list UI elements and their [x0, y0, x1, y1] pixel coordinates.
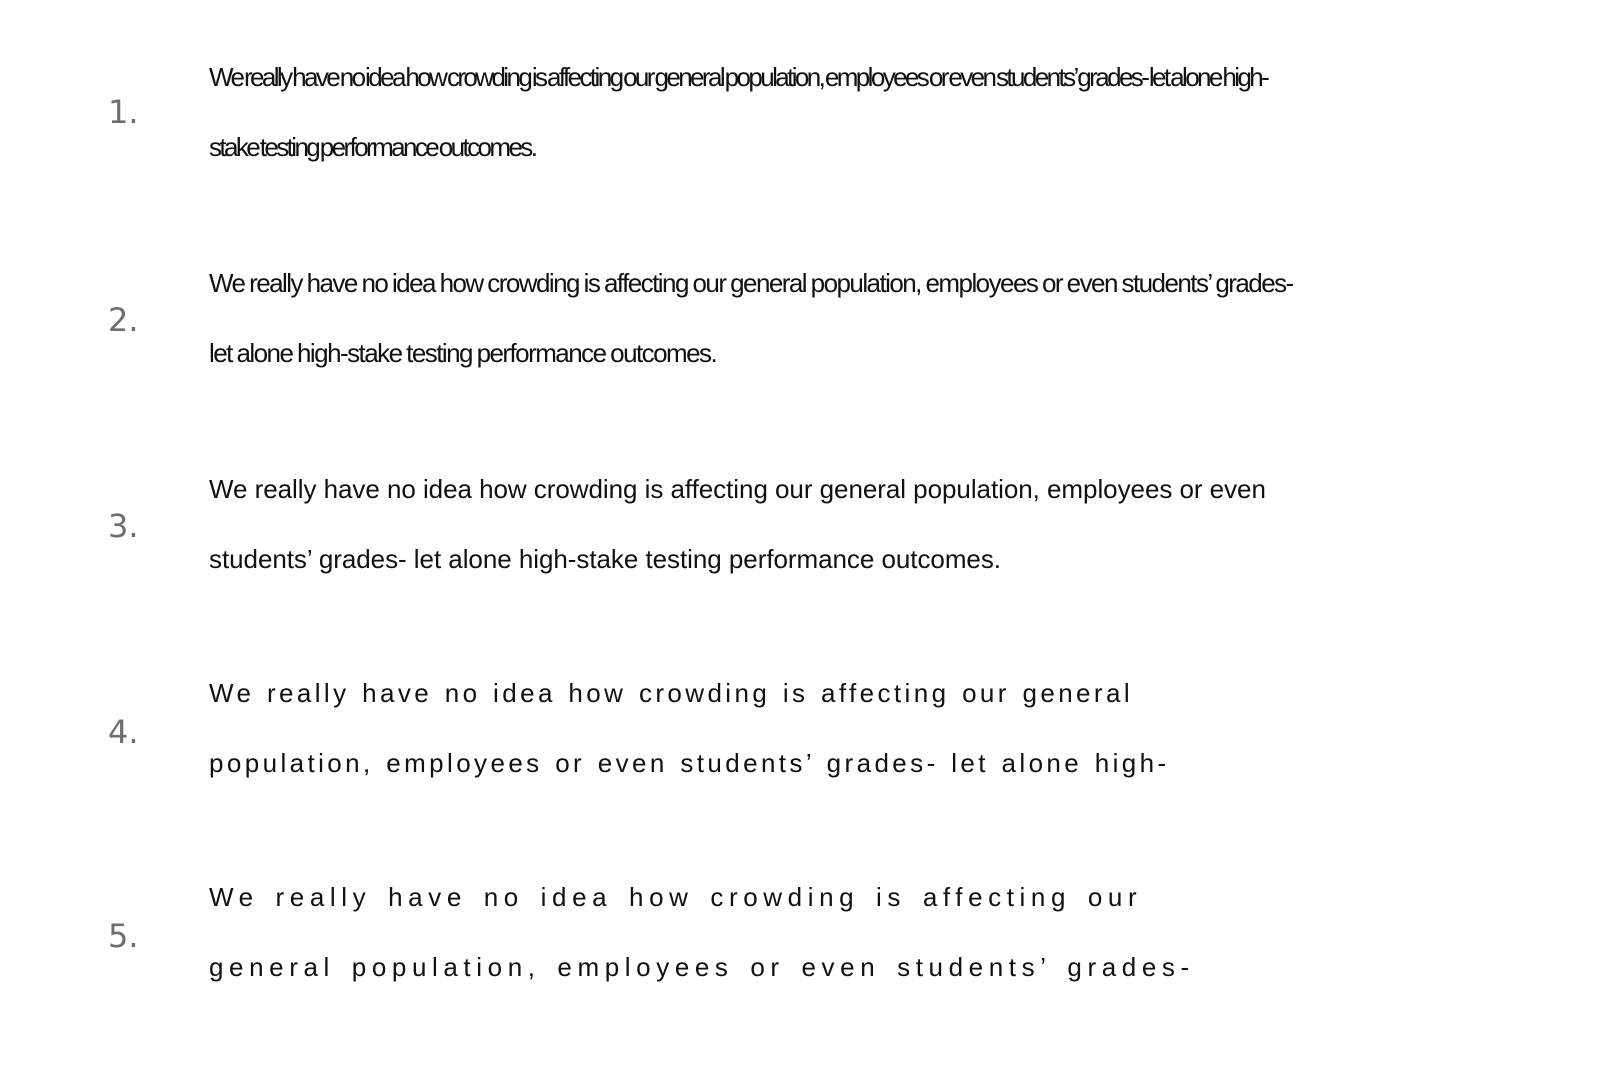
sample-text-line: students’ grades- let alone high-stake testing performance outcomes.	[209, 544, 1001, 574]
letter-spacing-sample-5	[0, 884, 1600, 1088]
letter-spacing-sample-2	[0, 268, 1600, 476]
sample-number: 5.	[108, 917, 139, 955]
sample-text-line: population, employees or even students’ grades- let alone high-	[209, 748, 1170, 778]
sample-text-line: We really have no idea how crowding is affecting our general population, employees or even students’ grades-	[209, 268, 1293, 298]
sample-text-line: let alone high-stake testing performance outcomes.	[209, 338, 717, 368]
sample-text-line: We really have no idea how crowding is affecting our general population, employees or even	[209, 474, 1266, 504]
sample-number: 2.	[108, 301, 139, 339]
sample-paragraph	[209, 882, 1195, 1022]
letter-spacing-sample-4	[0, 680, 1600, 884]
sample-paragraph	[209, 474, 1266, 614]
sample-text-line: We really have no idea how crowding is affecting our general population, employees or even students’ grades- let alone high-	[209, 62, 1268, 92]
sample-number: 4.	[108, 713, 139, 751]
sample-number: 3.	[108, 507, 139, 545]
letter-spacing-sample-1	[0, 62, 1600, 266]
sample-text-line: We really have no idea how crowding is affecting our general	[209, 678, 1134, 708]
sample-text-line: We really have no idea how crowding is affecting our	[209, 882, 1143, 912]
letter-spacing-sample-3	[0, 476, 1600, 680]
sample-text-line: general population, employees or even students’ grades-	[209, 952, 1195, 982]
sample-paragraph	[209, 268, 1293, 408]
sample-number: 1.	[108, 93, 139, 131]
sample-text-line: stake testing performance outcomes.	[209, 132, 536, 162]
sample-paragraph	[209, 62, 1267, 202]
sample-paragraph	[209, 678, 1170, 818]
